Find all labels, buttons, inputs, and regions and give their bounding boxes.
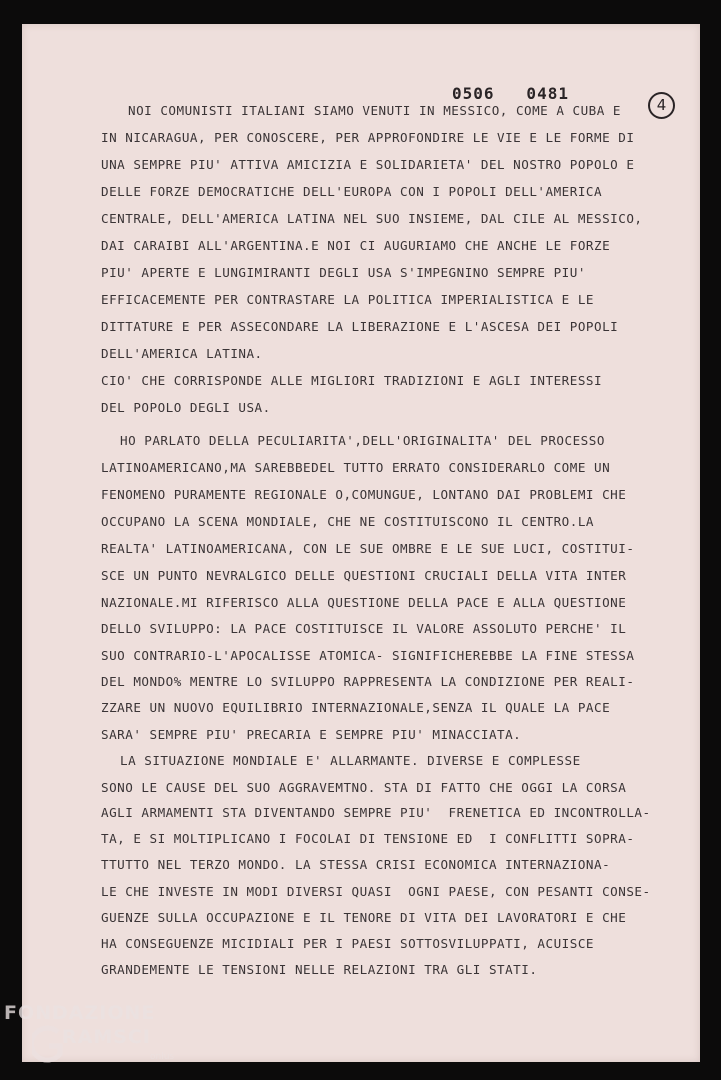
watermark-line2: RAMSCI	[62, 1026, 151, 1048]
gramsci-g-logo-icon	[32, 1022, 64, 1068]
fondazione-gramsci-watermark	[4, 1000, 184, 1078]
text-line: OCCUPANO LA SCENA MONDIALE, CHE NE COSTITUISCONO IL CENTRO.LA	[101, 514, 595, 529]
text-line: HA CONSEGUENZE MICIDIALI PER I PAESI SOTTOSVILUPPATI, ACUISCE	[101, 936, 595, 951]
text-line: IN NICARAGUA, PER CONOSCERE, PER APPROFONDIRE LE VIE E LE FORME DI	[101, 130, 635, 145]
text-line: EFFICACEMENTE PER CONTRASTARE LA POLITICA IMPERIALISTICA E LE	[101, 292, 595, 307]
watermark-tag: onlus	[150, 1052, 175, 1062]
text-line: LE CHE INVESTE IN MODI DIVERSI QUASI OGNI PAESE, CON PESANTI CONSE-	[101, 884, 651, 899]
text-line: DITTATURE E PER ASSECONDARE LA LIBERAZIONE E L'ASCESA DEI POPOLI	[101, 319, 619, 334]
text-line: DAI CARAIBI ALL'ARGENTINA.E NOI CI AUGURIAMO CHE ANCHE LE FORZE	[101, 238, 611, 253]
document-number: 0506 0481	[452, 84, 569, 103]
watermark-line1: FONDAZIONE	[4, 1002, 156, 1024]
text-line: ZZARE UN NUOVO EQUILIBRIO INTERNAZIONALE,SENZA IL QUALE LA PACE	[101, 700, 611, 715]
text-line: HO PARLATO DELLA PECULIARITA',DELL'ORIGINALITA' DEL PROCESSO	[120, 433, 605, 448]
text-line: SCE UN PUNTO NEVRALGICO DELLE QUESTIONI CRUCIALI DELLA VITA INTER	[101, 568, 627, 583]
text-line: AGLI ARMAMENTI STA DIVENTANDO SEMPRE PIU' FRENETICA ED INCONTROLLA-	[101, 805, 651, 820]
page-number-circle: 4	[648, 92, 675, 119]
text-line: SARA' SEMPRE PIU' PRECARIA E SEMPRE PIU' MINACCIATA.	[101, 727, 522, 742]
text-line: GRANDEMENTE LE TENSIONI NELLE RELAZIONI TRA GLI STATI.	[101, 962, 538, 977]
text-line: REALTA' LATINOAMERICANA, CON LE SUE OMBRE E LE SUE LUCI, COSTITUI-	[101, 541, 635, 556]
document-page	[22, 24, 700, 1062]
text-line: LATINOAMERICANO,MA SAREBBEDEL TUTTO ERRATO CONSIDERARLO COME UN	[101, 460, 611, 475]
text-line: GUENZE SULLA OCCUPAZIONE E IL TENORE DI VITA DEI LAVORATORI E CHE	[101, 910, 627, 925]
text-line: TA, E SI MOLTIPLICANO I FOCOLAI DI TENSIONE ED I CONFLITTI SOPRA-	[101, 831, 635, 846]
text-line: DELL'AMERICA LATINA.	[101, 346, 263, 361]
text-line: PIU' APERTE E LUNGIMIRANTI DEGLI USA S'IMPEGNINO SEMPRE PIU'	[101, 265, 586, 280]
text-line: DEL MONDO% MENTRE LO SVILUPPO RAPPRESENTA LA CONDIZIONE PER REALI-	[101, 674, 635, 689]
text-line: TTUTTO NEL TERZO MONDO. LA STESSA CRISI ECONOMICA INTERNAZIONA-	[101, 857, 611, 872]
text-line: CIO' CHE CORRISPONDE ALLE MIGLIORI TRADIZIONI E AGLI INTERESSI	[101, 373, 603, 388]
text-line: SUO CONTRARIO-L'APOCALISSE ATOMICA- SIGNIFICHEREBBE LA FINE STESSA	[101, 648, 635, 663]
text-line: NOI COMUNISTI ITALIANI SIAMO VENUTI IN MESSICO, COME A CUBA E	[128, 103, 622, 118]
text-line: NAZIONALE.MI RIFERISCO ALLA QUESTIONE DELLA PACE E ALLA QUESTIONE	[101, 595, 627, 610]
text-line: CENTRALE, DELL'AMERICA LATINA NEL SUO INSIEME, DAL CILE AL MESSICO,	[101, 211, 643, 226]
text-line: FENOMENO PURAMENTE REGIONALE O,COMUNGUE, LONTANO DAI PROBLEMI CHE	[101, 487, 627, 502]
text-line: DELLE FORZE DEMOCRATICHE DELL'EUROPA CON I POPOLI DELL'AMERICA	[101, 184, 603, 199]
text-line: LA SITUAZIONE MONDIALE E' ALLARMANTE. DIVERSE E COMPLESSE	[120, 753, 581, 768]
text-line: SONO LE CAUSE DEL SUO AGGRAVEMTNO. STA DI FATTO CHE OGGI LA CORSA	[101, 780, 627, 795]
text-line: DELLO SVILUPPO: LA PACE COSTITUISCE IL VALORE ASSOLUTO PERCHE' IL	[101, 621, 627, 636]
text-line: UNA SEMPRE PIU' ATTIVA AMICIZIA E SOLIDARIETA' DEL NOSTRO POPOLO E	[101, 157, 635, 172]
text-line: DEL POPOLO DEGLI USA.	[101, 400, 271, 415]
